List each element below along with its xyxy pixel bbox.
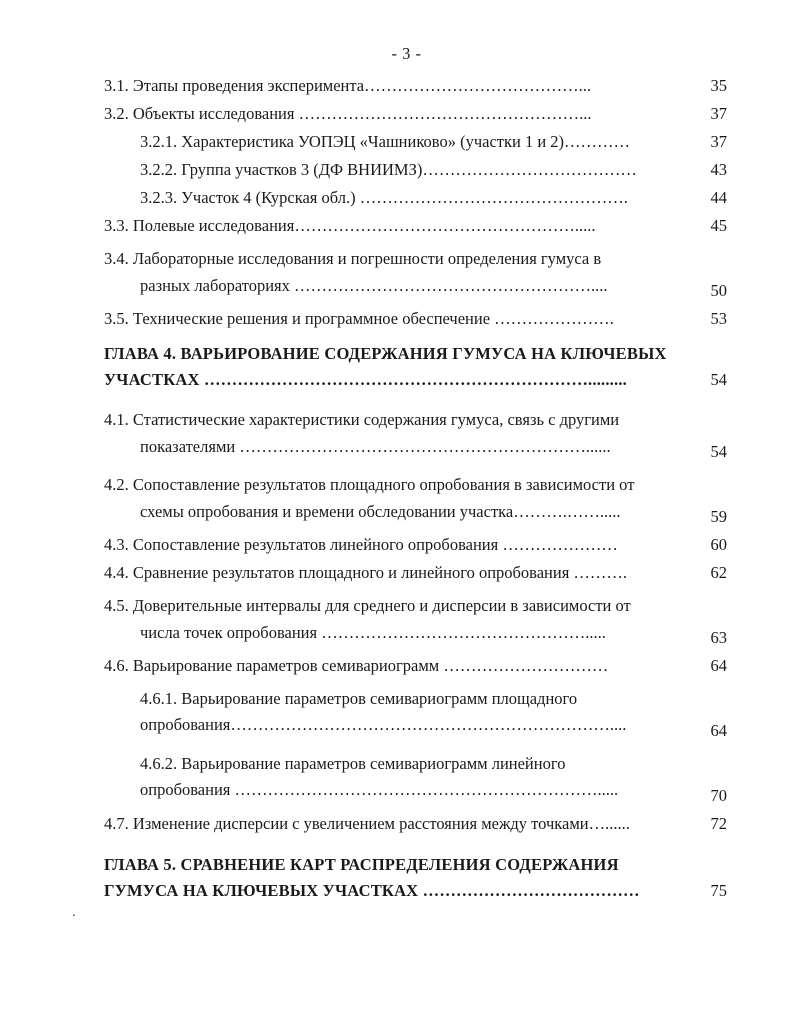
toc-chapter-4-line1: ГЛАВА 4. ВАРЬИРОВАНИЕ СОДЕРЖАНИЯ ГУМУСА НА КЛЮЧЕВЫХ [104, 343, 667, 363]
toc-entry-page: 64 [710, 720, 727, 740]
toc-chapter-4-page: 54 [710, 370, 727, 390]
toc-chapter-4-line2: УЧАСТКАХ ……………………………………………………………......... [104, 370, 627, 390]
toc-entry-page: 37 [710, 132, 727, 151]
toc-entry-title-wrap [104, 593, 667, 646]
toc-entry-page: 43 [710, 160, 727, 179]
scan-artifact-mark: . [72, 904, 76, 920]
toc-entry-page: 35 [710, 76, 727, 95]
toc-entry[interactable] [96, 472, 727, 525]
toc-entry-title-wrap [104, 246, 667, 299]
toc-entry[interactable] [96, 407, 727, 460]
toc-entry-title: 3.2. Объекты исследования ……………………………………………... [104, 104, 592, 123]
toc-entry-page: 59 [710, 506, 727, 526]
toc-entry[interactable] [96, 78, 727, 95]
toc-entry-title-line2: схемы опробования и времени обследовании участка……….……..... [140, 501, 621, 521]
toc-entry-title: 3.2.1. Характеристика УОПЭЦ «Чашниково» (участки 1 и 2)………… [140, 132, 631, 151]
toc-entry-title: 4.6.2. Варьирование параметров семивариограмм линейного [140, 753, 566, 773]
toc-entry[interactable] [96, 308, 727, 328]
toc-entry-page: 70 [710, 785, 727, 805]
toc-entry-title-wrap [104, 472, 667, 525]
toc-entry-page: 45 [710, 216, 727, 235]
toc-chapter-4-line2-row [96, 372, 727, 389]
toc-entry-title-line2: опробования …………………………………………………………..... [140, 780, 619, 800]
toc-entry[interactable] [96, 534, 727, 554]
toc-entry-title-wrap [104, 407, 667, 460]
toc-entry-title: 4.5. Доверительные интервалы для среднего и дисперсии в зависимости от [104, 595, 631, 615]
toc-chapter-5-page: 75 [710, 881, 727, 901]
toc-entry-title: 3.4. Лабораторные исследования и погрешности определения гумуса в [104, 249, 602, 268]
toc-entry[interactable] [96, 562, 727, 582]
toc-entry-title-line2: числа точек опробования …………………………………………..... [140, 622, 606, 642]
toc-entry-title-line2: опробования…………………………………………………………….... [140, 715, 627, 735]
toc-entry-title: 4.1. Статистические характеристики содержания гумуса, связь с другими [104, 409, 620, 429]
toc-entry-title: 4.6. Варьирование параметров семивариограмм ………………………… [104, 655, 609, 675]
toc-entry[interactable] [96, 655, 727, 675]
table-of-contents [96, 78, 727, 900]
toc-entry-title: 3.3. Полевые исследования……………………………………………..... [104, 216, 596, 235]
toc-entry[interactable] [96, 162, 727, 179]
toc-entry[interactable] [96, 593, 727, 646]
toc-entry-title-line2: разных лабораториях ……………………………………………….... [140, 275, 608, 295]
toc-entry-title: 3.2.2. Группа участков 3 (ДФ ВНИИМЗ)………………………………… [140, 160, 637, 179]
toc-entry-title: 3.2.3. Участок 4 (Курская обл.) …………………………………………. [140, 188, 628, 207]
toc-chapter-5[interactable] [96, 854, 727, 901]
section-spacer [96, 400, 727, 407]
toc-entry[interactable] [96, 190, 727, 207]
toc-entry[interactable] [96, 134, 727, 151]
toc-entry[interactable] [96, 218, 727, 235]
toc-chapter-5-line2-row [96, 883, 727, 900]
toc-entry-title-wrap [140, 686, 667, 739]
toc-entry-page: 72 [710, 813, 727, 833]
toc-entry-page: 54 [710, 441, 727, 461]
toc-entry[interactable] [96, 246, 727, 299]
toc-chapter-5-line2: ГУМУСА НА КЛЮЧЕВЫХ УЧАСТКАХ ………………………………… [104, 881, 640, 901]
toc-entry-title: 4.3. Сопоставление результатов линейного опробования ………………… [104, 534, 618, 554]
toc-entry-title: 3.5. Технические решения и программное обеспечение …………………. [104, 308, 614, 328]
toc-entry-title: 4.2. Сопоставление результатов площадного опробования в зависимости от [104, 474, 635, 494]
toc-entry-page: 50 [710, 280, 727, 300]
toc-entry-page: 44 [710, 188, 727, 207]
toc-entry-page: 37 [710, 104, 727, 123]
toc-entry-page: 62 [710, 562, 727, 582]
toc-entry-title: 4.4. Сравнение результатов площадного и линейного опробования ………. [104, 562, 628, 582]
toc-entry-title: 4.6.1. Варьирование параметров семивариограмм площадного [140, 688, 578, 708]
toc-entry[interactable] [96, 751, 727, 804]
toc-entry[interactable] [96, 686, 727, 739]
toc-entry[interactable] [96, 106, 727, 123]
toc-entry[interactable] [96, 813, 727, 833]
toc-chapter-4[interactable] [96, 343, 727, 390]
toc-entry-page: 53 [710, 308, 727, 328]
toc-entry-title-wrap [140, 751, 667, 804]
toc-entry-title-line2: показателями ………………………………………………………...... [140, 436, 611, 456]
page-number: - 3 - [391, 44, 422, 63]
toc-entry-page: 60 [710, 534, 727, 554]
toc-entry-title: 3.1. Этапы проведения эксперимента…………………………………... [104, 76, 591, 95]
toc-entry-page: 64 [710, 655, 727, 675]
toc-chapter-5-line1: ГЛАВА 5. СРАВНЕНИЕ КАРТ РАСПРЕДЕЛЕНИЯ СОДЕРЖАНИЯ [104, 854, 619, 874]
toc-entry-title: 4.7. Изменение дисперсии с увеличением расстояния между точками…...... [104, 813, 630, 833]
toc-entry-page: 63 [710, 627, 727, 647]
